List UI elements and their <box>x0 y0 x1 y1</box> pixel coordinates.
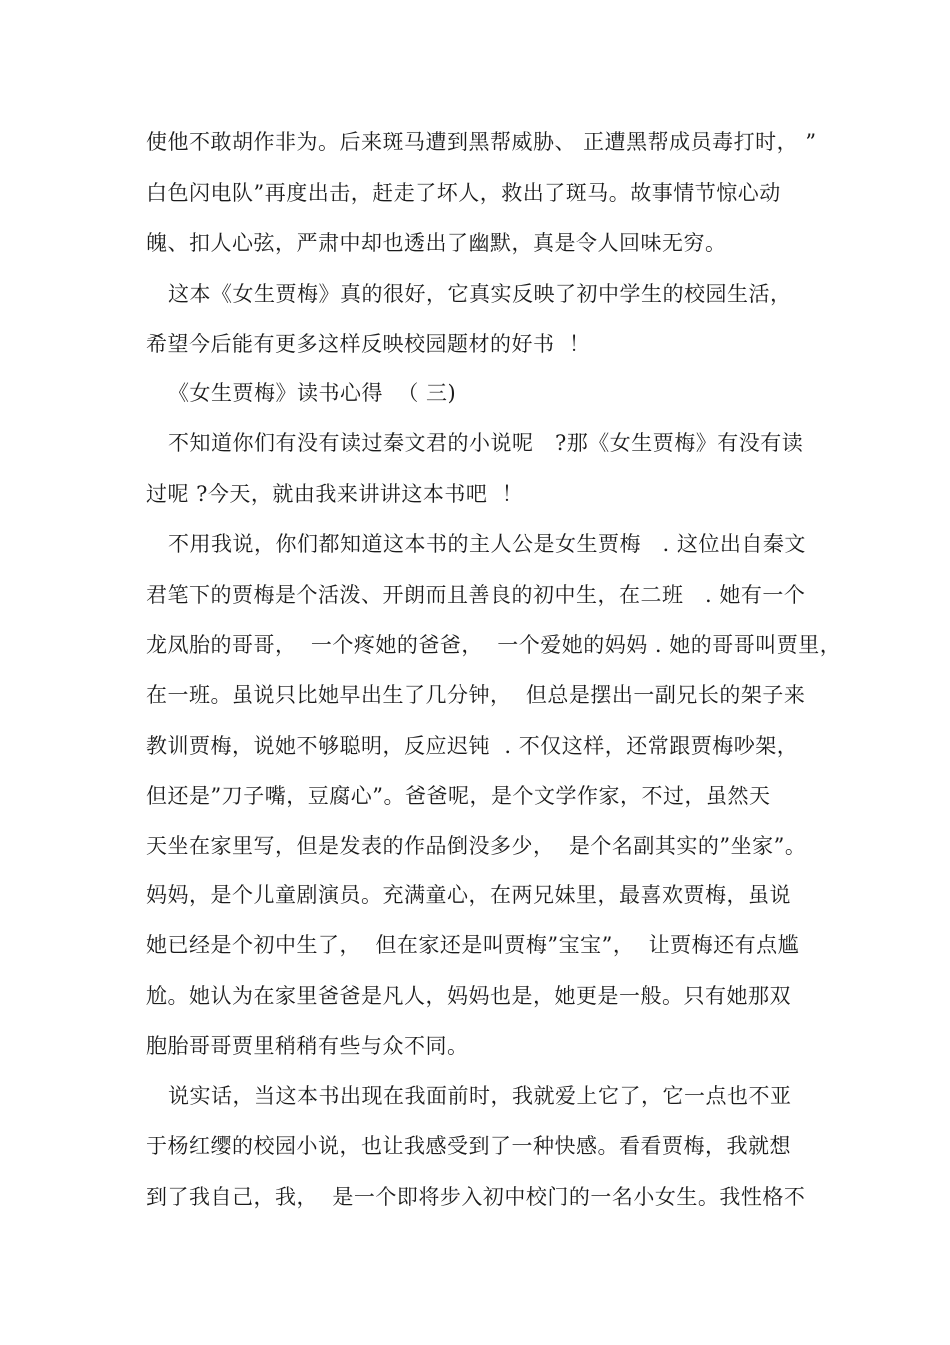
text-line: 胞胎哥哥贾里稍稍有些与众不同。 <box>146 1034 469 1058</box>
text-line: 希望今后能有更多这样反映校园题材的好书 ！ <box>146 332 591 356</box>
text-line: 在一班。虽说只比她早出生了几分钟， 但总是摆出一副兄长的架子来 <box>146 683 806 707</box>
text-line: 到了我自己，我， 是一个即将步入初中校门的一名小女生。我性格不 <box>146 1185 806 1209</box>
text-line: 尬。她认为在家里爸爸是凡人，妈妈也是，她更是一般。只有她那双 <box>146 984 791 1008</box>
text-line: 不用我说，你们都知道这本书的主人公是女生贾梅 . 这位出自秦文 <box>168 532 806 556</box>
text-line: 这本《女生贾梅》真的很好，它真实反映了初中学生的校园生活， <box>168 282 792 306</box>
text-line: 天坐在家里写，但是发表的作品倒没多少， 是个名副其实的”坐家”。 <box>146 834 807 858</box>
text-line: 白色闪电队”再度出击，赶走了坏人，救出了斑马。故事情节惊心动 <box>146 181 781 205</box>
text-line: 不知道你们有没有读过秦文君的小说呢 ?那《女生贾梅》有没有读 <box>168 431 804 455</box>
text-line: 使他不敢胡作非为。后来斑马遭到黑帮威胁、 正遭黑帮成员毒打时， ” <box>146 130 817 154</box>
text-line: 教训贾梅，说她不够聪明，反应迟钝 . 不仅这样，还常跟贾梅吵架， <box>146 734 799 758</box>
text-line: 妈妈，是个儿童剧演员。充满童心，在两兄妹里，最喜欢贾梅，虽说 <box>146 883 791 907</box>
text-line: 于杨红缨的校园小说，也让我感受到了一种快感。看看贾梅，我就想 <box>146 1134 791 1158</box>
text-line: 过呢 ?今天，就由我来讲讲这本书吧 ！ <box>146 482 524 506</box>
section-heading: 《女生贾梅》读书心得 （ 三) <box>168 381 457 405</box>
text-line: 龙凤胎的哥哥， 一个疼她的爸爸， 一个爱她的妈妈 . 她的哥哥叫贾里， <box>146 633 842 657</box>
text-line: 君笔下的贾梅是个活泼、开朗而且善良的初中生，在二班 . 她有一个 <box>146 583 806 607</box>
text-line: 说实话，当这本书出现在我面前时，我就爱上它了，它一点也不亚 <box>168 1084 792 1108</box>
text-line: 魄、扣人心弦，严肃中却也透出了幽默，真是令人回味无穷。 <box>146 231 727 255</box>
text-line: 她已经是个初中生了， 但在家还是叫贾梅”宝宝”， 让贾梅还有点尴 <box>146 933 800 957</box>
text-line: 但还是”刀子嘴，豆腐心”。爸爸呢，是个文学作家，不过，虽然天 <box>146 784 771 808</box>
